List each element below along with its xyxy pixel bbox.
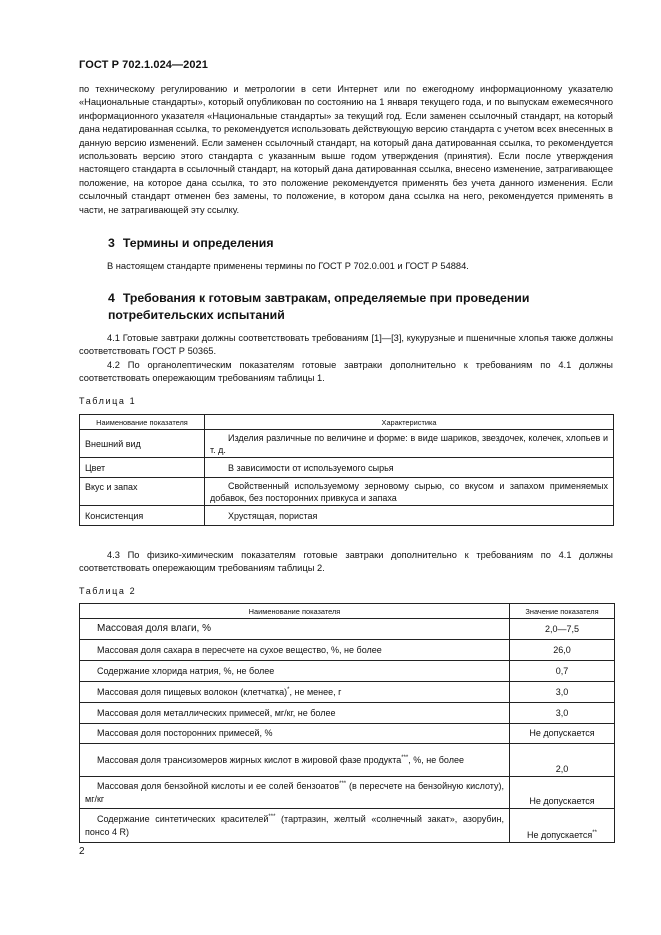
table-row — [80, 506, 614, 526]
table-2-name-cell — [80, 809, 510, 843]
table-1-name-cell: Внешний вид — [80, 430, 205, 458]
table-1-value-cell: Хрустящая, пористая — [205, 506, 614, 526]
indicator-value: 3,0 — [555, 686, 569, 697]
table-2-name-cell — [80, 744, 510, 777]
table-row — [80, 777, 615, 809]
table-row — [80, 478, 614, 506]
indicator-name-suffix: (в пересчете на бензойную кислоту), мг/кг — [85, 781, 505, 804]
indicator-name: Массовая доля посторонних примесей, % — [97, 728, 273, 739]
indicator-name-suffix: , не менее, г — [289, 686, 342, 697]
table-row — [80, 458, 614, 478]
page-number: 2 — [79, 846, 85, 857]
table-1 — [79, 414, 614, 526]
standard-code-header: ГОСТ Р 702.1.024—2021 — [79, 59, 208, 71]
table-row — [80, 661, 615, 682]
indicator-name: Массовая доля влаги, % — [97, 622, 211, 634]
indicator-name-suffix: (тартразин, желтый «солнечный закат», азорубин, понсо 4 R) — [85, 814, 504, 837]
table-1-header-row — [80, 415, 614, 430]
section-3-heading — [108, 235, 608, 252]
indicator-value: 2,0 — [555, 763, 569, 774]
indicator-value: Не допускается — [529, 795, 595, 806]
table-row — [80, 682, 615, 703]
table-2-caption: Таблица 2 — [79, 586, 137, 596]
table-2-value-cell — [510, 744, 615, 777]
table-2-value-cell — [510, 724, 615, 744]
table-2-name-cell — [80, 619, 510, 640]
indicator-value: 2,0—7,5 — [544, 623, 580, 634]
table-1-value-cell: В зависимости от используемого сырья — [205, 458, 614, 478]
indicator-name: Массовая доля металлических примесей, мг/кг, не более — [97, 707, 336, 718]
section-4-heading — [108, 290, 608, 323]
table-2-name-cell — [80, 724, 510, 744]
section-3-text: В настоящем стандарте применены термины по ГОСТ Р 702.0.001 и ГОСТ Р 54884. — [107, 261, 469, 271]
indicator-value: 26,0 — [553, 644, 571, 655]
indicator-value: Не допускается — [527, 829, 593, 840]
section-3-number: 3 — [108, 236, 115, 250]
indicator-name: Массовая доля пищевых волокон (клетчатка) — [97, 686, 288, 697]
footnote-mark: ** — [592, 829, 597, 836]
table-1-header-cell: Характеристика — [205, 415, 614, 430]
table-1-caption: Таблица 1 — [79, 396, 137, 406]
footnote-mark: *** — [401, 754, 409, 761]
indicator-name: Массовая доля сахара в пересчете на сухое вещество, %, не более — [97, 644, 382, 655]
table-row — [80, 724, 615, 744]
indicator-value: Не допускается — [529, 728, 595, 739]
table-2-name-cell — [80, 682, 510, 703]
table-1-header-cell: Наименование показателя — [80, 415, 205, 430]
table-2-value-cell — [510, 809, 615, 843]
table-2-name-cell — [80, 777, 510, 809]
table-2-name-cell — [80, 661, 510, 682]
table-1-value-cell: Изделия различные по величине и форме: в виде шариков, звездочек, колечек, хлопьев и т. д. — [205, 430, 614, 458]
section-3-title: Термины и определения — [122, 236, 274, 250]
table-row — [80, 809, 615, 843]
table-row — [80, 640, 615, 661]
footnote-mark: *** — [268, 814, 276, 821]
table-2-value-cell — [510, 661, 615, 682]
table-row — [80, 703, 615, 724]
indicator-name: Содержание хлорида натрия, %, не более — [97, 665, 275, 676]
table-1-name-cell: Консистенция — [80, 506, 205, 526]
table-2-header-cell: Значение показателя — [510, 604, 615, 619]
indicator-name: Содержание синтетических красителей — [97, 814, 269, 825]
table-2-value-cell — [510, 703, 615, 724]
section-4-title: Требования к готовым завтракам, определяемые при проведении потребительских испытаний — [108, 291, 530, 322]
table-2-header-cell: Наименование показателя — [80, 604, 510, 619]
indicator-name-suffix: , %, не более — [408, 754, 464, 765]
paragraph-4-1: 4.1 Готовые завтраки должны соответствовать требованиям [1]—[3], кукурузные и пшеничные хлопья также должны соответствовать ГОСТ Р 50365. — [79, 333, 613, 357]
table-2-name-cell — [80, 703, 510, 724]
table-2 — [79, 603, 615, 843]
indicator-name: Массовая доля бензойной кислоты и ее солей бензоатов — [97, 781, 340, 792]
intro-paragraph: по техническому регулированию и метрологии в сети Интернет или по ежегодному информационному указателю «Национальные стандарты», который опубликован по состоянию на 1 января текущего года, и по выпускам ежемесячного информационного указателя «Национальные стандарты» за текущий год. Если заменен ссылочный стандарт, на который дана недатированная ссылка, то рекомендуется использовать действующую версию стандарта с учетом всех внесенных в данную версию изменений. Если заменен ссылочный стандарт, на который дана датированная ссылка, то рекомендуется использовать версию этого стандарта с указанным выше годом утверждения (принятия). Если после утверждения настоящего стандарта в ссылочный стандарт, на который дана датированная ссылка, внесено изменение, затрагивающее положение, на которое дана ссылка, то это положение рекомендуется применять без учета данного изменения. Если ссылочный стандарт отменен без замены, то положение, в котором дана ссылка на него, рекомендуется применять в части, не затрагивающей эту ссылку. — [79, 84, 613, 215]
section-4-number: 4 — [108, 291, 115, 305]
table-row — [80, 430, 614, 458]
table-2-value-cell — [510, 777, 615, 809]
table-2-value-cell — [510, 619, 615, 640]
indicator-value: 0,7 — [555, 665, 569, 676]
table-2-name-cell — [80, 640, 510, 661]
paragraph-4-3: 4.3 По физико-химическим показателям готовые завтраки дополнительно к требованиям по 4.1 должны соответствовать опережающим требованиям таблицы 2. — [79, 550, 613, 574]
table-2-value-cell — [510, 682, 615, 703]
indicator-name: Массовая доля трансизомеров жирных кислот в жировой фазе продукта — [97, 754, 402, 765]
table-row — [80, 619, 615, 640]
footnote-mark: * — [287, 686, 290, 693]
footnote-mark: *** — [339, 781, 347, 788]
table-1-name-cell: Вкус и запах — [80, 478, 205, 506]
table-1-value-cell: Свойственный используемому зерновому сырью, со вкусом и запахом применяемых добавок, без посторонних привкуса и запаха — [205, 478, 614, 506]
table-1-name-cell: Цвет — [80, 458, 205, 478]
indicator-value: 3,0 — [555, 707, 569, 718]
table-2-value-cell — [510, 640, 615, 661]
table-row — [80, 744, 615, 777]
table-2-header-row — [80, 604, 615, 619]
paragraph-4-2: 4.2 По органолептическим показателям готовые завтраки дополнительно к требованиям по 4.1 должны соответствовать опережающим требованиям таблицы 1. — [79, 360, 613, 384]
